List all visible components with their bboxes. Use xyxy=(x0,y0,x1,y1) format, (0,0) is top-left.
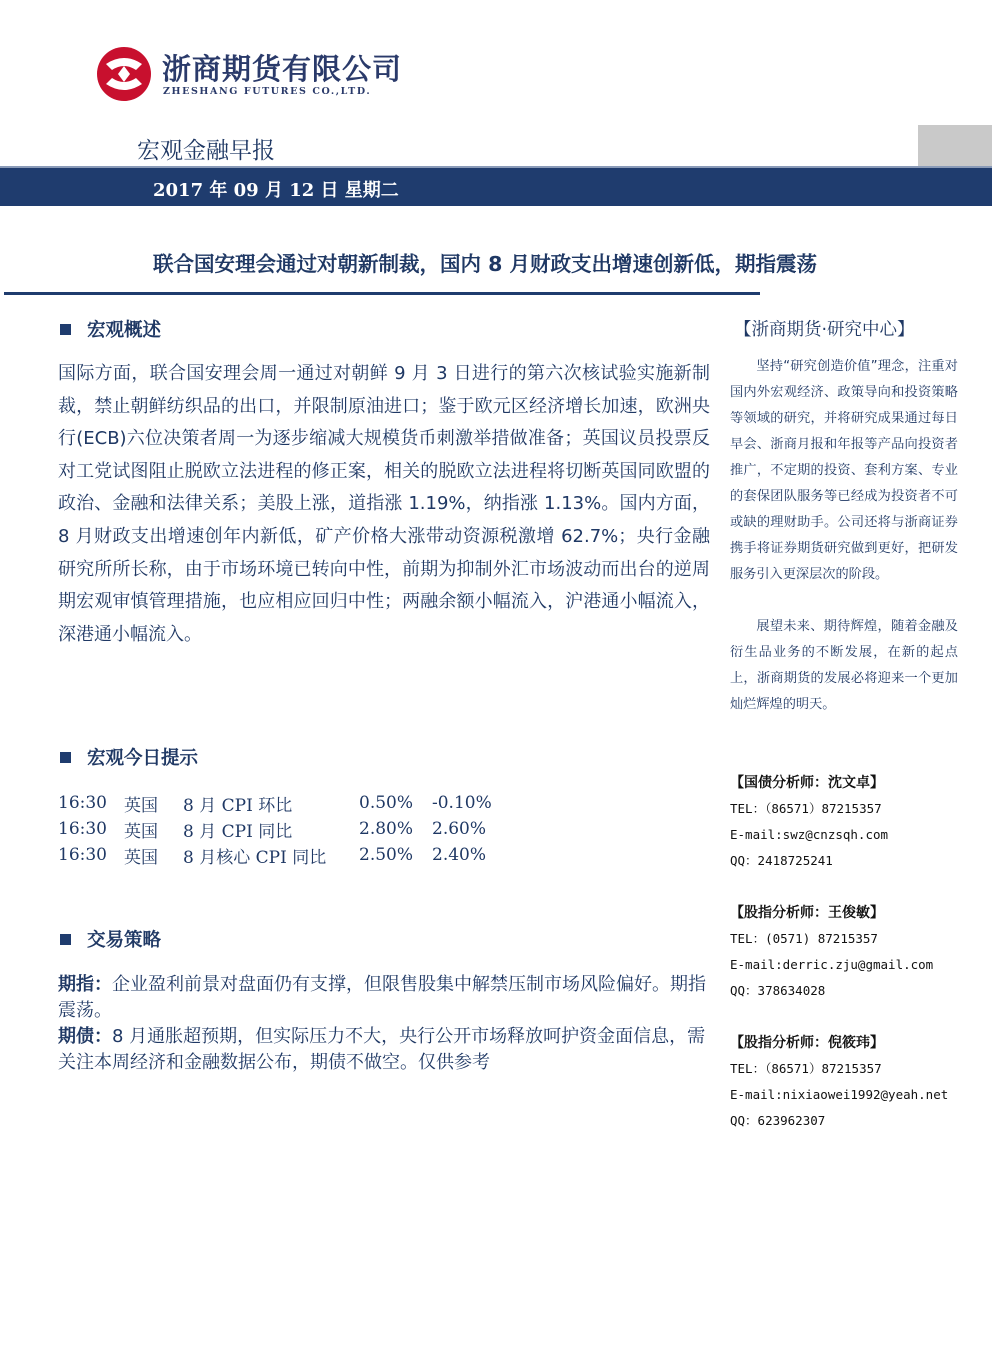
company-name-cn: 浙商期货有限公司 xyxy=(162,52,403,86)
date-bar xyxy=(0,166,992,206)
square-bullet-icon xyxy=(60,752,71,763)
cell-forecast: 2.40% xyxy=(432,845,487,865)
analyst-qq: QQ：2418725241 xyxy=(730,853,833,868)
analyst-email[interactable]: E-mail:swz@cnzsqh.com xyxy=(730,827,889,842)
sidebar-outlook-paragraph: 展望未来、期待辉煌，随着金融及衍生品业务的不断发展，在新的起点上，浙商期货的发展必将迎来一个更加灿烂辉煌的明天。 xyxy=(730,619,958,712)
report-date: 2017 年 09 月 12 日 星期二 xyxy=(153,180,399,201)
analyst-name: 【国债分析师：沈文卓】 xyxy=(730,775,884,791)
strategy-label: 期指： xyxy=(58,974,112,995)
analyst-tel: TEL：(0571) 87215357 xyxy=(730,931,878,946)
strategy-text: 8 月通胀超预期，但实际压力不大，央行公开市场释放呵护资金面信息，需关注本周经济和金融数据公布，期债不做空。仅供参考 xyxy=(58,1026,706,1073)
strategy-text: 企业盈利前景对盘面仍有支撑，但限售股集中解禁压制市场风险偏好。期指震荡。 xyxy=(58,974,706,1021)
analyst-qq: QQ：378634028 xyxy=(730,983,826,998)
overview-paragraph: 国际方面，联合国安理会周一通过对朝鲜 9 月 3 日进行的第六次核试验实施新制裁，禁止朝鲜纺织品的出口，并限制原油进口；鉴于欧元区经济增长加速，欧洲央行(ECB)六位决策者周一为逐步缩减大规模货币刺激举措做准备；英国议员投票反对工党试图阻止脱欧立法进程的修正案，相关的脱欧立法进程将切断英国同欧盟的政治、金融和法律关系；美股上涨，道指涨 1.19%，纳指涨 1.13%。国内方面，8 月财政支出增速创年内新低，矿产价格大涨带动资源税激增 62.7%；央行金融研究所所长称，由于市场环境已转向中性，前期为抑制外汇市场波动而出台的逆周期宏观审慎管理措施，也应相应回归中性；两融余额小幅流入，沪港通小幅流入，深港通小幅流入。 xyxy=(58,363,710,645)
analyst-tel: TEL：（86571）87215357 xyxy=(730,1061,882,1076)
cell-prev: 2.80% xyxy=(359,819,414,839)
cell-time: 16:30 xyxy=(58,819,107,839)
cell-region: 英国 xyxy=(124,847,158,868)
headline: 联合国安理会通过对朝新制裁，国内 8 月财政支出增速创新低，期指震荡 xyxy=(152,252,818,276)
cell-item: 8 月 CPI 环比 xyxy=(183,795,293,816)
company-name-en: ZHESHANG FUTURES CO.,LTD. xyxy=(163,86,372,97)
analyst-card xyxy=(730,770,970,874)
analyst-card xyxy=(730,900,970,1004)
section-title: 宏观概述 xyxy=(87,320,162,341)
table-row xyxy=(58,816,492,842)
cell-region: 英国 xyxy=(124,821,158,842)
analyst-tel: TEL：（86571）87215357 xyxy=(730,801,882,816)
table-row xyxy=(58,842,492,868)
section-title: 宏观今日提示 xyxy=(87,748,199,769)
sidebar-title: 【浙商期货·研究中心】 xyxy=(734,320,915,340)
cell-time: 16:30 xyxy=(58,793,107,813)
analyst-email[interactable]: E-mail:derric.zju@gmail.com xyxy=(730,957,934,972)
headline-divider xyxy=(4,292,760,295)
cell-forecast: -0.10% xyxy=(432,793,492,813)
company-logo-icon xyxy=(96,46,152,102)
section-heading-overview xyxy=(60,316,161,342)
strategy-label: 期债： xyxy=(58,1026,112,1047)
report-title: 宏观金融早报 xyxy=(137,138,275,164)
square-bullet-icon xyxy=(60,324,71,335)
cell-region: 英国 xyxy=(124,795,158,816)
cell-prev: 2.50% xyxy=(359,845,414,865)
cell-item: 8 月核心 CPI 同比 xyxy=(183,847,327,868)
table-row xyxy=(58,790,492,816)
section-heading-strategy xyxy=(60,926,161,952)
cell-forecast: 2.60% xyxy=(432,819,487,839)
header-gray-block xyxy=(918,125,992,166)
strategy-item-bond-futures xyxy=(58,1024,710,1076)
strategy-item-index-futures xyxy=(58,972,710,1024)
section-heading-today xyxy=(60,744,198,770)
cell-prev: 0.50% xyxy=(359,793,414,813)
analyst-name: 【股指分析师：倪筱玮】 xyxy=(730,1035,884,1051)
analyst-qq: QQ：623962307 xyxy=(730,1113,826,1128)
analyst-card xyxy=(730,1030,970,1134)
analyst-name: 【股指分析师：王俊敏】 xyxy=(730,905,884,921)
analyst-email[interactable]: E-mail:nixiaowei1992@yeah.net xyxy=(730,1087,949,1102)
section-title: 交易策略 xyxy=(87,930,162,951)
square-bullet-icon xyxy=(60,934,71,945)
cell-item: 8 月 CPI 同比 xyxy=(183,821,293,842)
today-prompt-table xyxy=(58,790,492,868)
sidebar-intro-paragraph: 坚持“研究创造价值”理念，注重对国内外宏观经济、政策导向和投资策略等领域的研究，并将研究成果通过每日早会、浙商月报和年报等产品向投资者推广，不定期的投资、套利方案、专业的套保团队服务等已经成为投资者不可或缺的理财助手。公司还将与浙商证券携手将证券期货研究做到更好，把研发服务引入更深层次的阶段。 xyxy=(730,359,958,582)
cell-time: 16:30 xyxy=(58,845,107,865)
